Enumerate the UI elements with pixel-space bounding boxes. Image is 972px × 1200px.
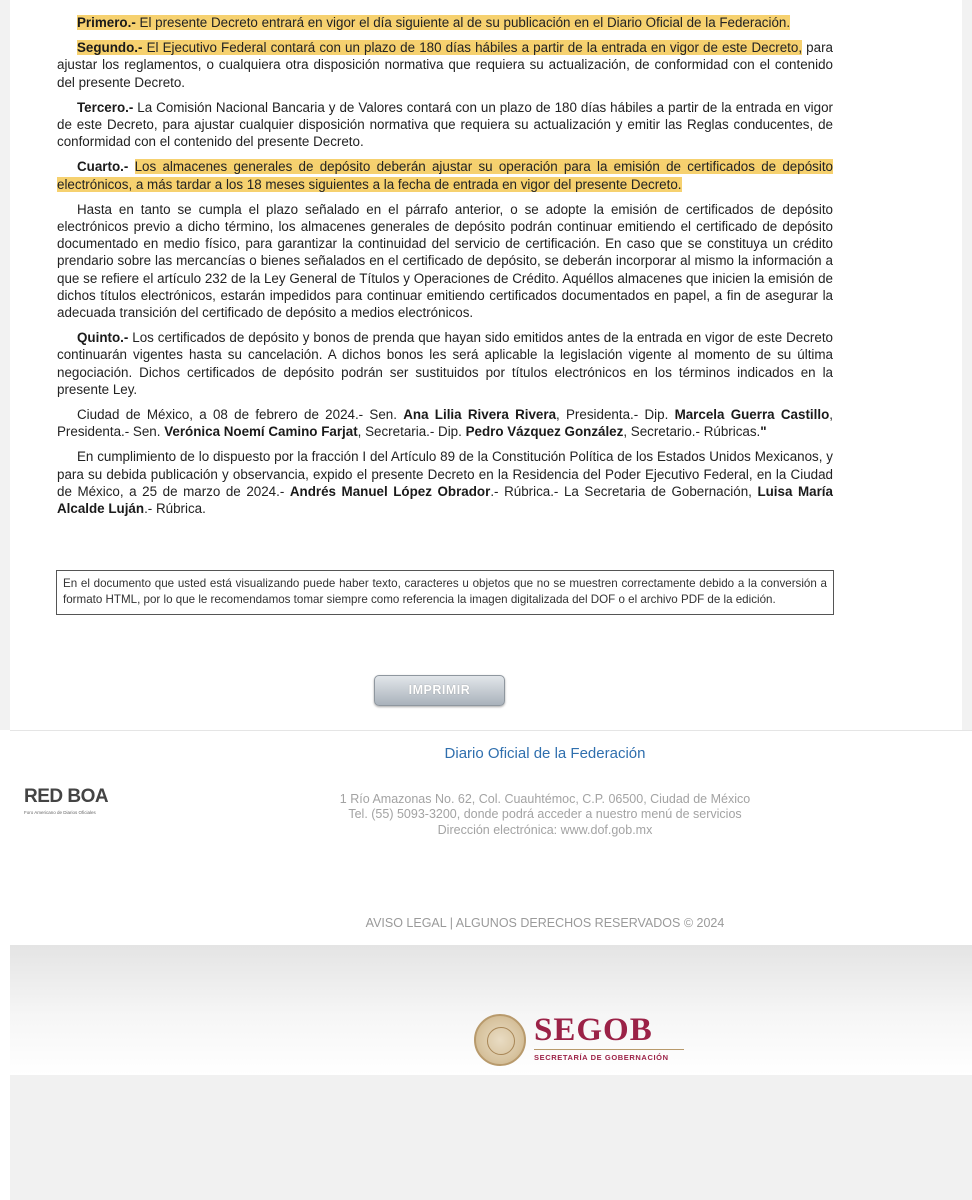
legal-notice-link[interactable]: AVISO LEGAL | ALGUNOS DERECHOS RESERVADOS © 2024 xyxy=(365,916,725,930)
signatures: Ciudad de México, a 08 de febrero de 2024.- Sen. Ana Lilia Rivera Rivera, Presidenta.- Dip. Marcela Guerra Castillo, Presidenta.- Sen. Verónica Noemí Camino Farjat, Secretaria.- Dip. Pedro Vázquez González, Secretario.- Rúbricas." xyxy=(57,407,833,440)
phone-line: Tel. (55) 5093-3200, donde podrá acceder a nuestro menú de servicios xyxy=(348,807,742,822)
seal-center xyxy=(487,1027,515,1055)
print-button[interactable]: IMPRIMIR xyxy=(374,675,505,706)
redboa-logo-subtitle: Foro Americano de Diarios Oficiales xyxy=(24,810,96,815)
bottom-band xyxy=(10,1075,972,1200)
highlight-cuarto: Los almacenes generales de depósito deberán ajustar su operación para la emisión de certificados de depósito electrónicos, a más tardar a los 18 meses siguientes a la fecha de entrada en vigor del presente Decreto. xyxy=(57,159,833,192)
conversion-notice: En el documento que usted está visualizando puede haber texto, caracteres u objetos que no se muestren correctamente debido a la conversión a formato HTML, por lo que le recomendamos tomar siempre como referencia la imagen digitalizada del DOF o el archivo PDF de la edición. xyxy=(56,570,834,615)
segob-logo[interactable] xyxy=(474,1012,704,1072)
website-line[interactable]: Dirección electrónica: www.dof.gob.mx xyxy=(437,822,653,837)
article-quinto: Quinto.- Los certificados de depósito y bonos de prenda que hayan sido emitidos antes de la entrada en vigor de este Decreto continuarán vigentes hasta su cancelación. A dichos bonos les será aplicable la legislación vigente al momento de su última negociación. Dichos certificados de depósito podrán ser sustituidos por títulos electrónicos en los términos indicados en la presente Ley. xyxy=(57,330,833,397)
article-cuarto: Cuarto.- Los almacenes generales de depósito deberán ajustar su operación para la emisión de certificados de depósito electrónicos, a más tardar a los 18 meses siguientes a la fecha de entrada en vigor del presente Decreto. xyxy=(57,159,833,192)
decree-body xyxy=(57,14,833,525)
footer-title: Diario Oficial de la Federación xyxy=(444,745,646,762)
article-primero xyxy=(57,14,833,31)
footer xyxy=(10,730,972,947)
redboa-logo-text: RED BOA xyxy=(24,786,109,807)
segob-divider xyxy=(534,1049,684,1050)
promulgation: En cumplimiento de lo dispuesto por la fracción I del Artículo 89 de la Constitución Política de los Estados Unidos Mexicanos, y para su debida publicación y observancia, expido el presente Decreto en la Residencia del Poder Ejecutivo Federal, en la Ciudad de México, a 25 de marzo de 2024.- Andrés Manuel López Obrador.- Rúbrica.- La Secretaria de Gobernación, Luisa María Alcalde Luján.- Rúbrica. xyxy=(57,449,833,517)
article-segundo: Segundo.- El Ejecutivo Federal contará con un plazo de 180 días hábiles a partir de la entrada en vigor de este Decreto, para ajustar los reglamentos, o cualquiera otra disposición normativa que requiera su actualización, de conformidad con el contenido del presente Decreto. xyxy=(57,40,833,90)
footer-address xyxy=(10,792,972,838)
right-margin xyxy=(962,0,972,730)
national-seal-icon xyxy=(474,1014,526,1066)
segob-subtitle: SECRETARÍA DE GOBERNACIÓN xyxy=(534,1053,669,1062)
highlight-primero: Primero.- El presente Decreto entrará en vigor el día siguiente al de su publicación en el Diario Oficial de la Federación. xyxy=(77,15,791,30)
segob-wordmark: SEGOB xyxy=(534,1012,653,1048)
article-tercero: Tercero.- La Comisión Nacional Bancaria y de Valores contará con un plazo de 180 días hábiles a partir de la entrada en vigor de este Decreto, para ajustar cualquier disposición normativa que requiera su actualización y emitir las Reglas conducentes, de conformidad con el contenido del presente Decreto. xyxy=(57,99,833,150)
left-margin xyxy=(0,0,10,730)
address-line: 1 Río Amazonas No. 62, Col. Cuauhtémoc, C.P. 06500, Ciudad de México xyxy=(339,792,751,806)
highlight-segundo: Segundo.- El Ejecutivo Federal contará con un plazo de 180 días hábiles a partir de la entrada en vigor de este Decreto, xyxy=(77,40,803,56)
transitional-paragraph: Hasta en tanto se cumpla el plazo señalado en el párrafo anterior, o se adopte la emisión de certificados de depósito electrónicos previo a dicho término, los almacenes generales de depósito podrán continuar emitiendo el certificado de depósito documentado en medio físico, para garantizar la continuidad del servicio de certificación. En caso que se constituya un crédito prendario sobre las mercancías o bienes señalados en el certificado de depósito, se deberán incorporar al mismo la información a que se refiere el artículo 232 de la Ley General de Títulos y Operaciones de Crédito. Aquéllos almacenes que inicien la emisión de dichos títulos electrónicos, estarán impedidos para continuar emitiendo certificados documentados en papel, a fin de asegurar la adecuada transición del certificado de depósito a medios electrónicos. xyxy=(57,201,833,321)
